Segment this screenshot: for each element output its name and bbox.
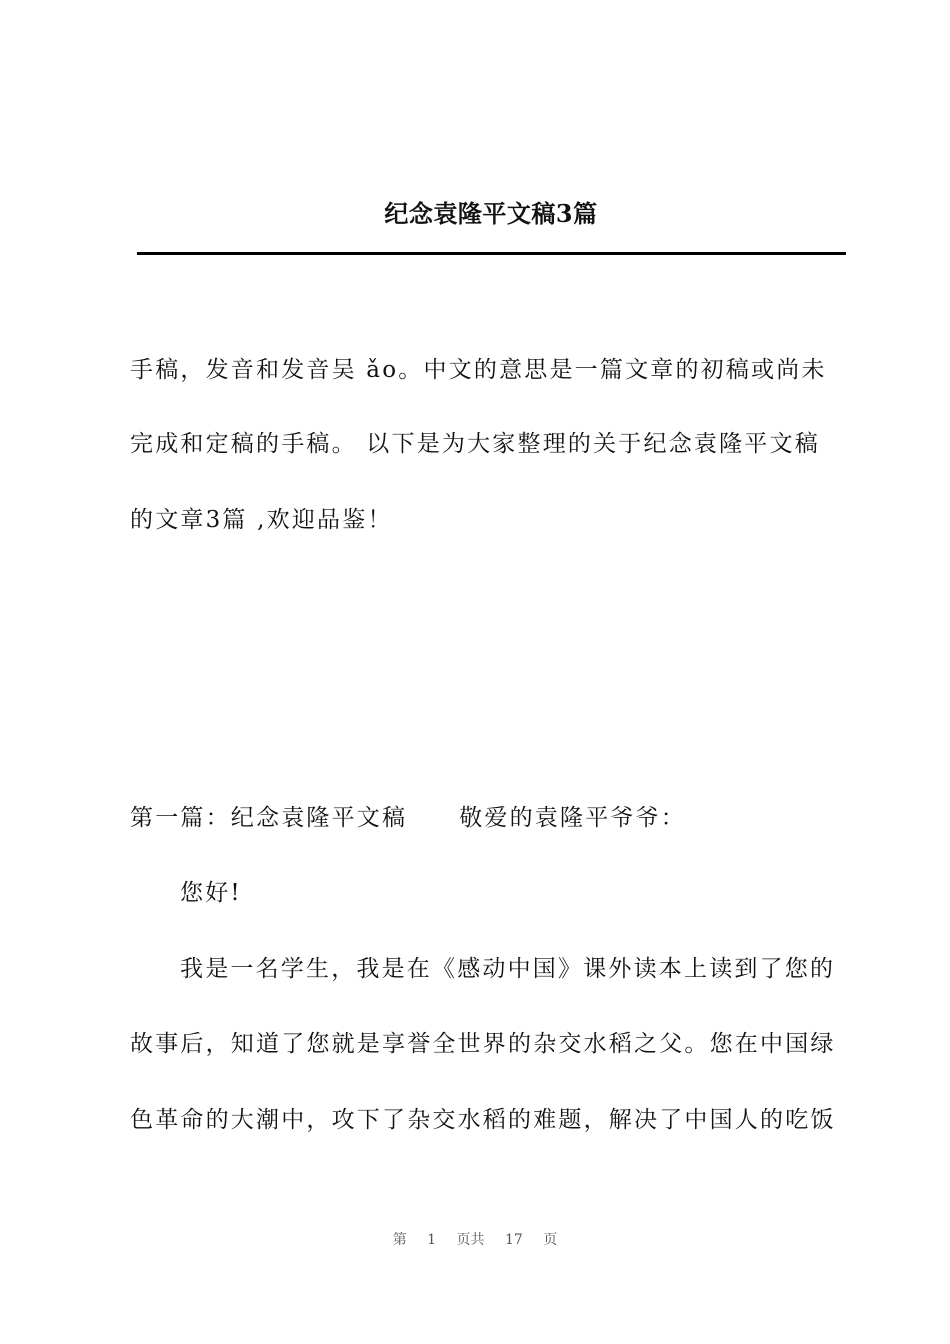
document-title: 纪念袁隆平文稿3篇 <box>384 199 598 228</box>
salutation: 敬爱的袁隆平爷爷： <box>459 805 687 831</box>
intro-line-2: 完成和定稿的手稿。 以下是为大家整理的关于纪念袁隆平文稿 <box>130 431 820 457</box>
footer-middle: 页共 <box>456 1232 485 1248</box>
title-underline <box>137 252 846 255</box>
page-footer <box>0 1230 950 1250</box>
footer-page-number: 1 <box>427 1232 437 1248</box>
footer-prefix: 第 <box>392 1232 407 1248</box>
intro-line-1: 手稿，发音和发音吴 ǎo。中文的意思是一篇文章的初稿或尚未 <box>130 357 827 383</box>
body-line-2: 故事后，知道了您就是享誉全世界的杂交水稻之父。您在中国绿 <box>130 1031 836 1057</box>
footer-suffix: 页 <box>543 1232 558 1248</box>
section-heading: 第一篇：纪念袁隆平文稿 <box>130 805 408 831</box>
body-line-1: 我是一名学生，我是在《感动中国》课外读本上读到了您的 <box>180 956 836 982</box>
footer-total-pages: 17 <box>505 1232 523 1248</box>
intro-line-3: 的文章3篇 ,欢迎品鉴！ <box>130 507 393 533</box>
body-line-3: 色革命的大潮中，攻下了杂交水稻的难题，解决了中国人的吃饭 <box>130 1107 836 1133</box>
section-heading-line <box>130 803 850 833</box>
greeting: 您好! <box>180 880 242 906</box>
